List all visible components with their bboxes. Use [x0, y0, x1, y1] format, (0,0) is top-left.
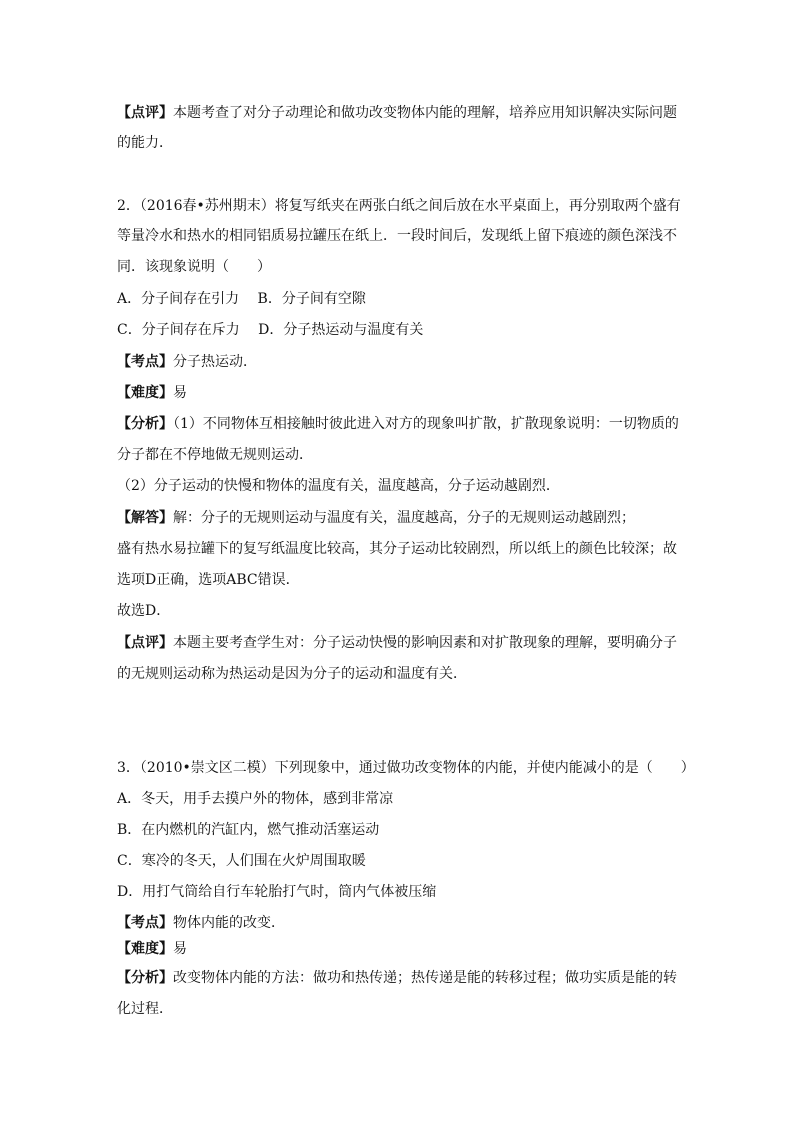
- q2-difficulty: [117, 384, 684, 402]
- q2-stem-line-3: 同．该现象说明（ ）: [117, 259, 271, 275]
- q2-point-tag: 【考点】: [117, 354, 173, 370]
- q2-answer-line-3: 选项D正确，选项ABC错误．: [117, 572, 300, 588]
- q2-difficulty-tag: 【难度】: [117, 385, 173, 401]
- q3-analysis-tag: 【分析】: [117, 970, 173, 986]
- q2-point: [117, 353, 684, 371]
- q2-option-line-1: A．分子间存在引力 B．分子间有空隙: [117, 291, 366, 307]
- q2-comment-line-1: 【点评】本题主要考查学生对：分子运动快慢的影响因素和对扩散现象的理解，要明确分子: [117, 635, 677, 651]
- q3-difficulty: [117, 940, 684, 958]
- q2-stem-line-1: 2．（2016春•苏州期末）将复写纸夹在两张白纸之间后放在水平桌面上，再分别取两个盛有: [117, 198, 681, 214]
- q3-option-c: C．寒冷的冬天，人们围在火炉周围取暖: [117, 853, 366, 869]
- q2-difficulty-text: 易: [173, 385, 187, 401]
- q3-option-a: A．冬天，用手去摸户外的物体，感到非常凉: [117, 791, 394, 807]
- q3-point-text: 物体内能的改变．: [173, 915, 285, 931]
- q3-option-d: D．用打气筒给自行车轮胎打气时，筒内气体被压缩: [117, 884, 437, 900]
- q1-comment-tag: 【点评】: [117, 105, 173, 121]
- q2-answer-line-1: 【解答】解：分子的无规则运动与温度有关，温度越高，分子的无规则运动越剧烈；: [117, 510, 635, 526]
- q3-point: [117, 914, 684, 932]
- q2-stem-line-2: 等量冷水和热水的相同铝质易拉罐压在纸上．一段时间后，发现纸上留下痕迹的颜色深浅不: [117, 228, 677, 244]
- q3-stem-line-1: 3．（2010•崇文区二模）下列现象中，通过做功改变物体的内能，并使内能减小的是（ ）: [117, 760, 695, 776]
- q3-difficulty-tag: 【难度】: [117, 941, 173, 957]
- q2-analysis-line-3: （2）分子运动的快慢和物体的温度有关，温度越高，分子运动越剧烈．: [117, 478, 560, 494]
- q3-analysis-line-2: 化过程．: [117, 1001, 173, 1017]
- q2-option-line-2: C．分子间存在斥力 D．分子热运动与温度有关: [117, 322, 424, 338]
- q3-difficulty-text: 易: [173, 941, 187, 957]
- q2-point-text: 分子热运动．: [173, 354, 257, 370]
- q2-answer-line-4: 故选D．: [117, 603, 171, 619]
- q3-option-b: B．在内燃机的汽缸内，燃气推动活塞运动: [117, 822, 380, 838]
- q3-point-tag: 【考点】: [117, 915, 173, 931]
- q2-analysis-line-1: 【分析】（1）不同物体互相接触时彼此进入对方的现象叫扩散，扩散现象说明：一切物质的: [117, 416, 679, 432]
- q2-analysis-line-2: 分子都在不停地做无规则运动．: [117, 447, 313, 463]
- q2-answer-line-2: 盛有热水易拉罐下的复写纸温度比较高，其分子运动比较剧烈，所以纸上的颜色比较深；故: [117, 541, 677, 557]
- q2-answer-tag: 【解答】: [117, 510, 173, 526]
- q1-comment-line-2: 的能力．: [117, 135, 173, 151]
- q2-analysis-tag: 【分析】: [117, 416, 173, 432]
- q2-comment-line-2: 的无规则运动称为热运动是因为分子的运动和温度有关．: [117, 666, 467, 682]
- q3-analysis-line-1: 【分析】改变物体内能的方法：做功和热传递；热传递是能的转移过程；做功实质是能的转: [117, 970, 677, 986]
- q1-comment-line-1: 【点评】本题考查了对分子动理论和做功改变物体内能的理解，培养应用知识解决实际问题: [117, 105, 677, 121]
- q2-comment-tag: 【点评】: [117, 635, 173, 651]
